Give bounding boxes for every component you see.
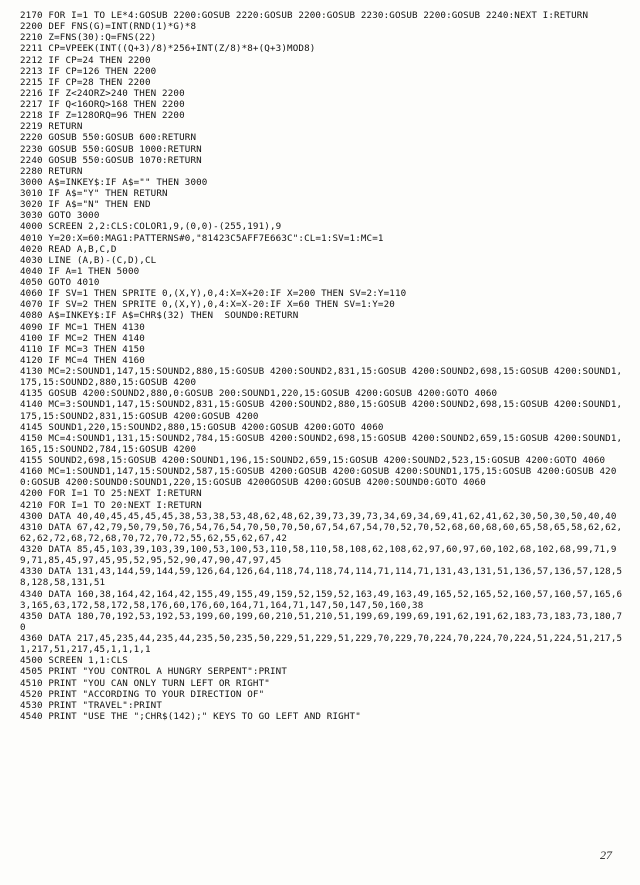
code-line: 2200 DEF FNS(G)=INT(RND(1)*G)*8 (20, 21, 197, 33)
code-line: 2217 IF Q<16ORQ>168 THEN 2200 (20, 99, 185, 110)
code-line: 4090 IF MC=1 THEN 4130 (20, 321, 145, 333)
code-line: 4000 SCREEN 2,2:CLS:COLOR1,9,(0,0)-(255,191),9 (20, 221, 282, 233)
code-line: 4100 IF MC=2 THEN 4140 (20, 332, 145, 344)
code-line: 4510 PRINT "YOU CAN ONLY TURN LEFT OR RIGHT" (20, 677, 270, 689)
code-line: 4540 PRINT "USE THE ";CHR$(142);" KEYS TO GO LEFT AND RIGHT" (20, 710, 361, 722)
code-line: 4320 DATA 85,45,103,39,103,39,100,53,100,53,110,58,110,58,108,62,108,62,97,60,97,60,102,68,102,68,99,71,99,71,85,45,97,45,95,52,95,52,90,47,90,47,97,45 (20, 544, 617, 567)
code-line: 4020 READ A,B,C,D (20, 243, 117, 255)
code-line: 3010 IF A$="Y" THEN RETURN (20, 188, 168, 199)
code-line: 4155 SOUND2,698,15:GOSUB 4200:SOUND1,196,15:SOUND2,659,15:GOSUB 4200:SOUND2,523,15:GOSUB 4200:GOTO 4060 (20, 455, 606, 466)
code-line: 4150 MC=4:SOUND1,131,15:SOUND2,784,15:GOSUB 4200:SOUND2,698,15:GOSUB 4200:SOUND2,659,15:GOSUB 4200:SOUND1,165,15:SOUND2,784,15:GOSUB 4200 (20, 432, 623, 455)
code-line: 4135 GOSUB 4200:SOUND2,880,0:GOSUB 200:SOUND1,220,15:GOSUB 4200:GOSUB 4200:GOTO 4060 (20, 388, 498, 400)
code-line: 2219 RETURN (20, 121, 83, 133)
code-line: 2215 IF CP=28 THEN 2200 (20, 76, 151, 88)
code-line: 4145 SOUND1,220,15:SOUND2,880,15:GOSUB 4200:GOSUB 4200:GOTO 4060 (20, 421, 384, 433)
code-line: 3030 GOTO 3000 (20, 210, 100, 222)
code-line: 4350 DATA 180,70,192,53,192,53,199,60,199,60,210,51,210,51,199,69,199,69,191,62,191,62,183,73,183,73,180,70 (20, 610, 623, 633)
code-line: 2216 IF Z<24ORZ>240 THEN 2200 (20, 87, 185, 99)
code-line: 3020 IF A$="N" THEN END (20, 199, 151, 211)
code-line: 2280 RETURN (20, 165, 83, 177)
code-line: 4080 A$=INKEY$:IF A$=CHR$(32) THEN SOUND0:RETURN (20, 310, 299, 322)
code-line: 4050 GOTO 4010 (20, 277, 100, 288)
code-line: 4200 FOR I=1 TO 25:NEXT I:RETURN (20, 488, 202, 500)
code-line: 2210 Z=FNS(30):Q=FNS(22) (20, 32, 157, 44)
code-line: 4310 DATA 67,42,79,50,79,50,76,54,76,54,70,50,70,50,67,54,67,54,70,52,70,52,68,60,68,60,65,58,65,58,62,62,62,62,72,68,72,68,70,72,70,72,55,62,55,62,67,42 (20, 521, 623, 544)
code-line: 4340 DATA 160,38,164,42,164,42,155,49,155,49,159,52,159,52,163,49,163,49,165,52,165,52,160,57,160,57,165,63,165,63,172,58,172,58,176,60,176,60,164,71,164,71,147,50,147,50,160,38 (20, 588, 623, 611)
code-line: 4160 MC=1:SOUND1,147,15:SOUND2,587,15:GOSUB 4200:GOSUB 4200:GOSUB 4200:SOUND1,175,15:GOSUB 4200:GOSUB 4200:GOSUB 4200:SOUND0:SOUND1,220,15:GOSUB 4200GOSUB 4200:GOSUB 4200:SOUND0:GOTO 4060 (20, 466, 617, 489)
code-line: 4300 DATA 40,40,45,45,45,45,38,53,38,53,48,62,48,62,39,73,39,73,34,69,34,69,41,62,41,62,30,50,30,50,40,40 (20, 510, 617, 522)
code-line: 2170 FOR I=1 TO LE*4:GOSUB 2200:GOSUB 2220:GOSUB 2200:GOSUB 2230:GOSUB 2200:GOSUB 2240:NEXT I:RETURN (20, 10, 589, 21)
code-line: 4120 IF MC=4 THEN 4160 (20, 354, 145, 366)
code-line: 4210 FOR I=1 TO 20:NEXT I:RETURN (20, 499, 202, 511)
code-line: 4130 MC=2:SOUND1,147,15:SOUND2,880,15:GOSUB 4200:SOUND2,831,15:GOSUB 4200:SOUND2,698,15:GOSUB 4200:SOUND1,175,15:SOUND2,880,15:GOSUB 4200 (20, 366, 623, 389)
program-listing (20, 10, 624, 722)
code-line: 4330 DATA 131,43,144,59,144,59,126,64,126,64,118,74,118,74,114,71,114,71,131,43,131,51,136,57,136,57,128,58,128,58,131,51 (20, 566, 623, 589)
page-number: 27 (600, 848, 612, 862)
code-line: 2230 GOSUB 550:GOSUB 1000:RETURN (20, 143, 202, 155)
code-line: 4505 PRINT "YOU CONTROL A HUNGRY SERPENT":PRINT (20, 666, 288, 678)
code-line: 3000 A$=INKEY$:IF A$="" THEN 3000 (20, 176, 208, 188)
code-line: 4520 PRINT "ACCORDING TO YOUR DIRECTION OF" (20, 688, 265, 700)
code-line: 4140 MC=3:SOUND1,147,15:SOUND2,831,15:GOSUB 4200:SOUND2,880,15:GOSUB 4200:SOUND2,698,15:GOSUB 4200:SOUND1,175,15:SOUND2,831,15:GOSUB 4200:GOSUB 4200 (20, 399, 623, 422)
code-line: 4070 IF SV=2 THEN SPRITE 0,(X,Y),0,4:X=X-20:IF X=60 THEN SV=1:Y=20 (20, 299, 395, 311)
code-line: 4530 PRINT "TRAVEL":PRINT (20, 699, 163, 711)
code-line: 4060 IF SV=1 THEN SPRITE 0,(X,Y),0,4:X=X+20:IF X=200 THEN SV=2:Y=110 (20, 288, 407, 300)
code-line: 4500 SCREEN 1,1:CLS (20, 655, 128, 667)
code-line: 2211 CP=VPEEK(INT((Q+3)/8)*256+INT(Z/8)*8+(Q+3)MOD8) (20, 43, 316, 55)
code-line: 4030 LINE (A,B)-(C,D),CL (20, 254, 157, 266)
code-line: 4010 Y=20:X=60:MAG1:PATTERNS#0,"81423C5AFF7E663C":CL=1:SV=1:MC=1 (20, 232, 384, 244)
code-line: 2213 IF CP=126 THEN 2200 (20, 65, 157, 77)
code-line: 4360 DATA 217,45,235,44,235,44,235,50,235,50,229,51,229,51,229,70,229,70,224,70,224,70,224,51,224,51,217,51,217,51,217,45,1,1,1,1 (20, 633, 623, 656)
code-line: 4110 IF MC=3 THEN 4150 (20, 343, 145, 355)
code-line: 2212 IF CP=24 THEN 2200 (20, 54, 151, 66)
code-line: 2220 GOSUB 550:GOSUB 600:RETURN (20, 132, 197, 144)
code-line: 4040 IF A=1 THEN 5000 (20, 265, 140, 277)
code-line: 2240 GOSUB 550:GOSUB 1070:RETURN (20, 154, 202, 166)
code-line: 2218 IF Z=128ORQ=96 THEN 2200 (20, 110, 185, 122)
